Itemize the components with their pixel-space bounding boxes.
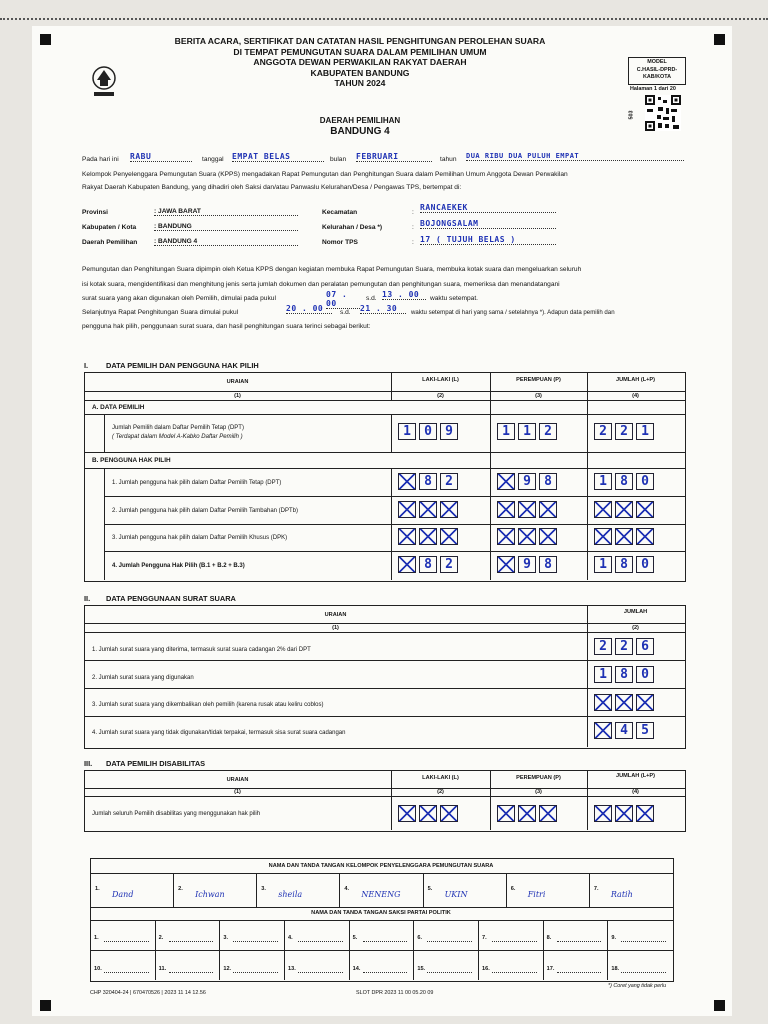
kpps-signature: NENENG (361, 890, 401, 899)
digit-cell: 2 (440, 556, 458, 573)
intro-paragraph-1: Kelompok Penyelenggara Pemungutan Suara (KPPS) mengadakan Rapat Pemungutan dan Penghitungan Suara dalam Pemilihan Umum Anggota Dewan Perwakilan (82, 171, 568, 178)
col-index: (1) (234, 393, 241, 399)
dpt-jumlah-cells (594, 423, 654, 440)
kpps-signature: Fitri (527, 890, 546, 899)
kpps-number: 1. (95, 886, 100, 892)
procedure-line-3: surat suara yang akan digunakan oleh Pemilih, dimulai pada pukul (82, 295, 276, 302)
digit-cell: 2 (615, 423, 633, 440)
page-count: Halaman 1 dari 20 (630, 86, 676, 92)
disabilitas-jumlah-cells (594, 805, 654, 822)
digit-cell: 1 (594, 666, 612, 683)
digit-cell (615, 528, 633, 545)
col-uraian: URAIAN (324, 612, 347, 618)
col-index: (3) (535, 393, 542, 399)
side-code: 503 (628, 110, 635, 120)
kpps-number: 3. (261, 886, 266, 892)
digit-cell: 8 (419, 556, 437, 573)
count-start-field: 20 . 00 (286, 304, 332, 314)
b2-row-label: 2. Jumlah pengguna hak pilih dalam Daftar Pemilih Tambahan (DPTb) (112, 508, 298, 514)
saksi-number: 4. (288, 935, 293, 941)
digit-cell (594, 501, 612, 518)
daerah-pemilihan-label: DAERAH PEMILIHAN (319, 116, 401, 125)
digit-cell (419, 501, 437, 518)
digit-cell: 1 (594, 556, 612, 573)
kpps-number: 7. (593, 886, 599, 892)
saksi-number: 11. (158, 966, 167, 972)
pada-hari-label: Pada hari ini (82, 156, 119, 163)
col-jumlah: JUMLAH (L+P) (615, 773, 655, 779)
digit-cell: 0 (419, 423, 437, 440)
qr-code-icon (645, 95, 681, 131)
saksi-signature-line (427, 972, 472, 973)
kelurahan-label: Kelurahan / Desa *) (322, 224, 383, 231)
digit-cell (518, 805, 536, 822)
data-pemilih-label: A. DATA PEMILIH (92, 404, 145, 411)
kpps-number: 4. (344, 886, 350, 892)
dapil-label: Daerah Pemilihan (82, 239, 138, 246)
saksi-signature-line (621, 941, 666, 942)
digit-cell: 2 (594, 423, 612, 440)
digit-cell: 1 (518, 423, 536, 440)
digit-cell: 4 (615, 722, 633, 739)
digit-cell: 1 (497, 423, 515, 440)
b4-laki-cells (398, 556, 458, 573)
digit-cell: 8 (539, 473, 557, 490)
provinsi-value: : JAWA BARAT (154, 208, 298, 216)
section-1-title: DATA PEMILIH DAN PENGGUNA HAK PILIH (106, 361, 259, 370)
tahun-field: DUA RIBU DUA PULUH EMPAT (466, 152, 684, 161)
saksi-number: 5. (352, 935, 358, 941)
digit-cell: 8 (539, 556, 557, 573)
saksi-signature-line (169, 941, 214, 942)
procedure-line-2: isi kotak suara, mengidentifikasi dan menghitung jenis serta jumlah dokumen dan peralatan pemungutan dan penghitungan suara, memeriksa dan menandatangani (82, 281, 560, 288)
digit-cell (615, 694, 633, 711)
kecamatan-field: RANCAEKEK (420, 203, 556, 213)
saksi-number: 9. (611, 935, 616, 941)
count-end-field: 21 . 30 (360, 304, 406, 314)
waktu-setempat-label: waktu setempat. (430, 295, 479, 302)
saksi-signature-line (492, 972, 537, 973)
col-uraian: URAIAN (226, 777, 249, 783)
b3-row-label: 3. Jumlah pengguna hak pilih dalam Daftar Pemilih Khusus (DPK) (112, 535, 288, 541)
ss1-jumlah-cells (594, 638, 654, 655)
saksi-number: 18. (611, 966, 620, 972)
digit-cell (594, 694, 612, 711)
digit-cell: 1 (398, 423, 416, 440)
saksi-number: 1. (94, 935, 99, 941)
section-2-number: II. (84, 594, 91, 603)
digit-cell (398, 473, 416, 490)
saksi-signature-line (298, 972, 343, 973)
kpps-signature: Ichwan (195, 890, 225, 899)
col-index: (2) (437, 393, 444, 399)
paper-top-perforation (0, 18, 768, 20)
digit-cell: 2 (594, 638, 612, 655)
dapil-value: : BANDUNG 4 (154, 238, 298, 246)
digit-cell: 9 (440, 423, 458, 440)
ss2-row-label: 2. Jumlah surat suara yang digunakan (92, 675, 194, 681)
digit-cell (636, 501, 654, 518)
digit-cell: 2 (440, 473, 458, 490)
hari-field: RABU (130, 152, 192, 162)
kabupaten-value: : BANDUNG (154, 223, 298, 231)
saksi-number: 15. (417, 966, 426, 972)
digit-cell: 8 (615, 666, 633, 683)
sd-label: s.d. (340, 309, 351, 316)
kabupaten-label: Kabupaten / Kota (82, 224, 137, 231)
kpps-signature-title: NAMA DAN TANDA TANGAN KELOMPOK PENYELENGGARA PEMUNGUTAN SUARA (268, 863, 494, 869)
saksi-signature-line (557, 972, 602, 973)
digit-cell: 8 (419, 473, 437, 490)
dpt-row-label: Jumlah Pemilih dalam Daftar Pemilih Tetap (DPT) (112, 425, 244, 431)
saksi-number: 10. (94, 966, 102, 972)
digit-cell (497, 805, 515, 822)
tps-label: Nomor TPS (322, 239, 358, 246)
kpu-logo-icon (88, 62, 120, 100)
kpps-number: 2. (178, 886, 183, 892)
b3-perempuan-cells (497, 528, 557, 545)
col-laki-laki: LAKI-LAKI (L) (422, 775, 459, 781)
kpps-signature: Ratih (610, 890, 633, 899)
b4-perempuan-cells (497, 556, 557, 573)
tanggal-label: tanggal (202, 156, 224, 163)
saksi-number: 3. (223, 935, 228, 941)
disabilitas-row-label: Jumlah seluruh Pemilih disabilitas yang menggunakan hak pilih (92, 811, 261, 817)
b4-row-label: 4. Jumlah Pengguna Hak Pilih (B.1 + B.2 + B.3) (112, 563, 245, 569)
bulan-label: bulan (330, 156, 347, 163)
col-index: (4) (632, 789, 639, 795)
saksi-signature-line (233, 972, 278, 973)
model-box: MODEL C.HASIL-DPRD- KAB/KOTA (628, 57, 686, 85)
col-index: (2) (437, 789, 444, 795)
saksi-signature-line (298, 941, 343, 942)
kpps-signature: sheila (278, 890, 303, 899)
digit-cell: 0 (636, 556, 654, 573)
procedure-line-4: Selanjutnya Rapat Penghitungan Suara dimulai pukul (82, 309, 239, 316)
section-3-title: DATA PEMILIH DISABILITAS (106, 759, 206, 768)
digit-cell (539, 501, 557, 518)
ss3-row-label: 3. Jumlah surat suara yang dikembalikan oleh pemilih (karena rusak atau keliru coblos) (92, 702, 324, 708)
digit-cell (419, 528, 437, 545)
b1-perempuan-cells (497, 473, 557, 490)
registration-mark (40, 34, 51, 45)
start-time-field: 07 . 00 (326, 290, 360, 309)
digit-cell (440, 528, 458, 545)
digit-cell: 2 (615, 638, 633, 655)
procedure-line-4b: waktu setempat di hari yang sama / setelahnya *). Adapun data pemilih dan (411, 309, 615, 316)
digit-cell: 1 (636, 423, 654, 440)
saksi-signature-line (557, 941, 602, 942)
digit-cell: 8 (615, 473, 633, 490)
ss2-jumlah-cells (594, 666, 654, 683)
digit-cell (594, 528, 612, 545)
b1-laki-cells (398, 473, 458, 490)
digit-cell (497, 501, 515, 518)
col-index: (1) (332, 625, 339, 631)
dpt-perempuan-cells (497, 423, 557, 440)
digit-cell (636, 805, 654, 822)
section-3-number: III. (84, 759, 93, 768)
kpps-signature: Dand (112, 890, 134, 899)
ss1-row-label: 1. Jumlah surat suara yang diterima, termasuk surat suara cadangan 2% dari DPT (92, 647, 311, 653)
ss3-jumlah-cells (594, 694, 654, 711)
digit-cell (636, 694, 654, 711)
footer-mid-code: SLOT DPR 2023 11 00 05.20 09 (356, 990, 434, 996)
saksi-signature-line (363, 972, 408, 973)
intro-paragraph-2: Rakyat Daerah Kabupaten Bandung, yang dihadiri oleh Saksi dan/atau Panwaslu Kelurahan/Desa / Pengawas TPS, bertempat di: (82, 184, 462, 191)
saksi-number: 2. (158, 935, 164, 941)
ss4-row-label: 4. Jumlah surat suara yang tidak digunakan/tidak terpakai, termasuk sisa surat suara cadangan (92, 730, 346, 736)
registration-mark (714, 1000, 725, 1011)
digit-cell: 9 (518, 473, 536, 490)
digit-cell (497, 528, 515, 545)
digit-cell (518, 501, 536, 518)
provinsi-label: Provinsi (82, 209, 109, 216)
digit-cell (497, 473, 515, 490)
digit-cell: 6 (636, 638, 654, 655)
dpt-laki-cells (398, 423, 458, 440)
saksi-number: 12. (223, 966, 232, 972)
digit-cell (539, 805, 557, 822)
footer-code: CHP 320404-24 | 670470526 | 2023 11 14 12.56 (90, 990, 206, 996)
saksi-signature-line (233, 941, 278, 942)
disabilitas-laki-cells (398, 805, 458, 822)
daerah-pemilihan-value: BANDUNG 4 (330, 126, 390, 137)
digit-cell: 0 (636, 473, 654, 490)
b1-row-label: 1. Jumlah pengguna hak pilih dalam Daftar Pemilih Tetap (DPT) (112, 480, 282, 486)
digit-cell (398, 805, 416, 822)
digit-cell (398, 501, 416, 518)
b3-jumlah-cells (594, 528, 654, 545)
digit-cell: 5 (636, 722, 654, 739)
digit-cell (539, 528, 557, 545)
tanggal-field: EMPAT BELAS (232, 152, 324, 162)
section-1-number: I. (84, 361, 89, 370)
col-jumlah: JUMLAH (L+P) (615, 377, 655, 383)
procedure-line-5: pengguna hak pilih, penggunaan surat suara, dan hasil penghitungan suara terinci sebagai berikut: (82, 323, 371, 330)
col-index: (2) (632, 625, 639, 631)
digit-cell (594, 722, 612, 739)
col-index: (1) (234, 789, 241, 795)
col-perempuan: PEREMPUAN (P) (516, 775, 561, 781)
digit-cell (518, 528, 536, 545)
tps-field: 17 ( TUJUH BELAS ) (420, 235, 556, 245)
ss4-jumlah-cells (594, 722, 654, 739)
saksi-signature-line (492, 941, 537, 942)
saksi-number: 16. (482, 966, 490, 972)
b4-jumlah-cells (594, 556, 654, 573)
end-time-field: 13 . 00 (382, 290, 426, 300)
col-perempuan: PEREMPUAN (P) (516, 377, 561, 383)
digit-cell: 0 (636, 666, 654, 683)
dpt-row-sublabel: ( Terdapat dalam Model A-Kabko Daftar Pemilih ) (112, 434, 243, 440)
col-index: (4) (632, 393, 639, 399)
registration-mark (40, 1000, 51, 1011)
saksi-signature-line (104, 941, 149, 942)
saksi-number: 6. (417, 935, 422, 941)
procedure-line-1: Pemungutan dan Penghitungan Suara dipimpin oleh Ketua KPPS dengan kegiatan membuka Rapat Pemungutan Suara, membuka kotak suara dan mengeluarkan seluruh (82, 266, 582, 273)
col-jumlah: JUMLAH (623, 609, 648, 615)
b3-laki-cells (398, 528, 458, 545)
digit-cell: 1 (594, 473, 612, 490)
saksi-signature-line (621, 972, 666, 973)
digit-cell (497, 556, 515, 573)
digit-cell (636, 528, 654, 545)
saksi-signature-line (363, 941, 408, 942)
digit-cell: 9 (518, 556, 536, 573)
saksi-number: 7. (482, 935, 487, 941)
digit-cell (440, 501, 458, 518)
digit-cell: 2 (539, 423, 557, 440)
col-uraian: URAIAN (226, 379, 249, 385)
saksi-signature-line (104, 972, 149, 973)
footer-note: *) Coret yang tidak perlu (608, 983, 667, 989)
b1-jumlah-cells (594, 473, 654, 490)
saksi-number: 13. (288, 966, 296, 972)
digit-cell (440, 805, 458, 822)
saksi-number: 17. (546, 966, 555, 972)
saksi-signature-line (427, 941, 472, 942)
digit-cell (398, 528, 416, 545)
col-laki-laki: LAKI-LAKI (L) (422, 377, 459, 383)
sd-label: s.d. (366, 295, 377, 302)
b2-perempuan-cells (497, 501, 557, 518)
registration-mark (714, 34, 725, 45)
disabilitas-perempuan-cells (497, 805, 557, 822)
digit-cell (419, 805, 437, 822)
kpps-number: 5. (427, 886, 433, 892)
digit-cell (594, 805, 612, 822)
b2-jumlah-cells (594, 501, 654, 518)
saksi-number: 14. (352, 966, 361, 972)
digit-cell (398, 556, 416, 573)
col-index: (3) (535, 789, 542, 795)
digit-cell (615, 805, 633, 822)
b2-laki-cells (398, 501, 458, 518)
saksi-number: 8. (546, 935, 552, 941)
bulan-field: FEBRUARI (356, 152, 432, 162)
section-2-title: DATA PENGGUNAAN SURAT SUARA (106, 594, 236, 603)
digit-cell: 8 (615, 556, 633, 573)
saksi-signature-title: NAMA DAN TANDA TANGAN SAKSI PARTAI POLITIK (311, 910, 451, 916)
document-title: BERITA ACARA, SERTIFIKAT DAN CATATAN HASIL PENGHITUNGAN PEROLEHAN SUARA DI TEMPAT PEMUNGUTAN SUARA DALAM PEMILIHAN UMUM ANGGOTA DEWAN PERWAKILAN RAKYAT DAERAH KABUPATEN BANDUNG TAHUN 2024 (174, 36, 546, 89)
saksi-signature-line (169, 972, 214, 973)
tahun-label: tahun (440, 156, 457, 163)
kpps-number: 6. (510, 886, 516, 892)
kpps-signature: UKIN (444, 890, 468, 899)
kelurahan-field: BOJONGSALAM (420, 219, 556, 229)
kecamatan-label: Kecamatan (322, 209, 358, 216)
pengguna-hak-pilih-label: B. PENGGUNA HAK PILIH (92, 457, 171, 464)
digit-cell (615, 501, 633, 518)
